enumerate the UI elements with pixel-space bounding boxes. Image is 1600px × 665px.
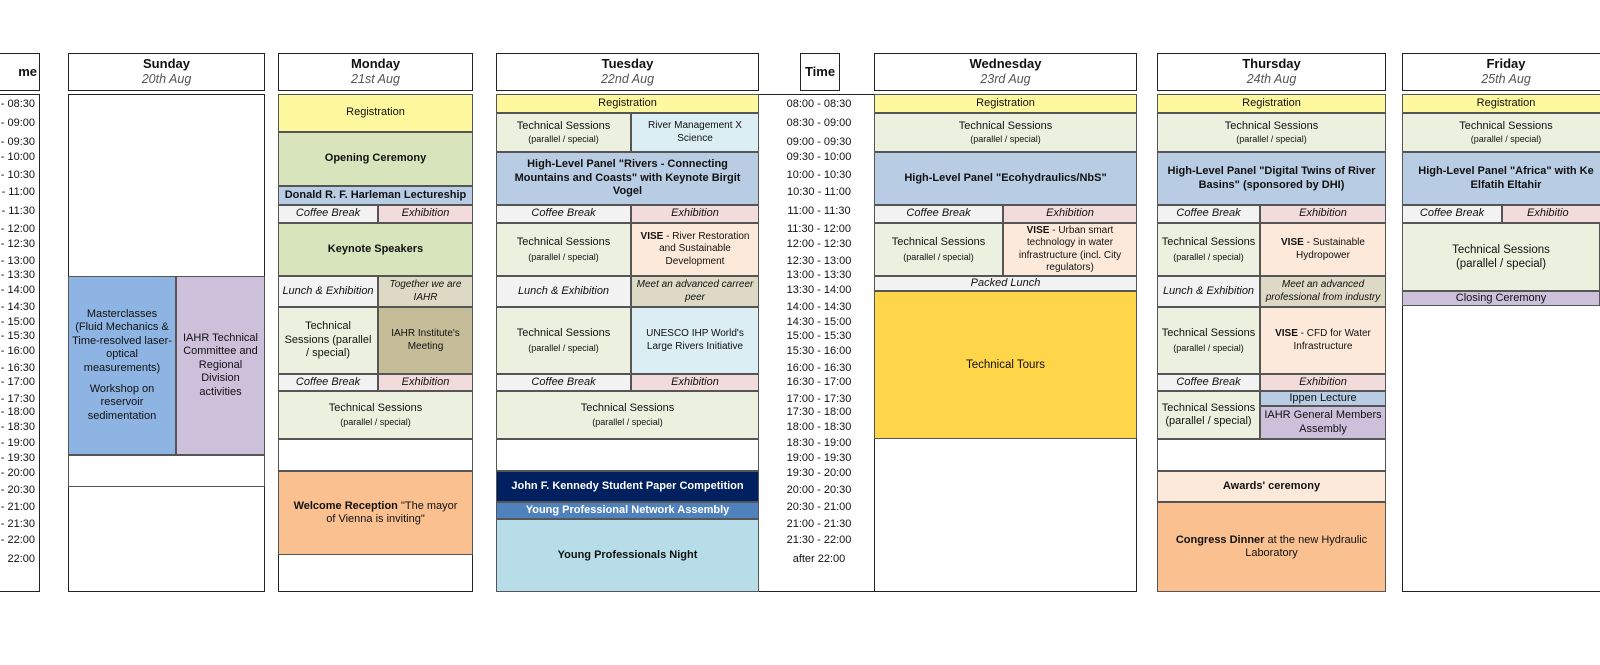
- left-time-header: [0, 53, 40, 91]
- wednesday-packed-lunch[interactable]: Packed Lunch: [874, 276, 1137, 291]
- friday-registration[interactable]: Registration: [1402, 94, 1600, 113]
- left-time-slot: - 16:00: [0, 345, 35, 357]
- time-slot: 15:30 - 16:00: [786, 345, 852, 357]
- left-time-header-label: me: [18, 64, 37, 79]
- thursday-day-name: Thursday: [1242, 56, 1301, 71]
- wednesday-registration[interactable]: Registration: [874, 94, 1137, 113]
- tuesday-day-name: Tuesday: [601, 56, 654, 71]
- tuesday-ts4-main: Technical Sessions: [580, 401, 675, 414]
- sunday-masterclasses: Masterclasses (Fluid Mechanics & Time-resolved laser-optical measurements): [72, 307, 172, 374]
- time-slot: 10:30 - 11:00: [786, 186, 851, 198]
- friday-day-name: Friday: [1486, 56, 1526, 71]
- left-time-slot: - 15:00: [0, 316, 35, 328]
- tuesday-ts1-sub: (parallel / special): [528, 134, 599, 145]
- tuesday-vise-rest: - River Restoration and Sustainable Development: [659, 231, 750, 267]
- thursday-vise-rest: - Sustainable Hydropower: [1296, 237, 1365, 261]
- wednesday-high-level-panel[interactable]: High-Level Panel "Ecohydraulics/NbS": [874, 152, 1137, 205]
- friday-exhibition[interactable]: Exhibitio: [1502, 205, 1600, 223]
- left-time-slot: - 19:30: [0, 452, 35, 464]
- sunday-evening-slot: [68, 455, 265, 487]
- time-slot: 14:00 - 14:30: [786, 301, 852, 313]
- thursday-ippen-lecture[interactable]: Ippen Lecture: [1260, 391, 1386, 406]
- thursday-vise-cfd[interactable]: [1260, 307, 1386, 374]
- thursday-ts3-sub: (parallel / special): [1173, 342, 1244, 353]
- left-time-slot: - 17:30: [0, 393, 35, 405]
- tuesday-ts4-sub: (parallel / special): [592, 417, 663, 428]
- tuesday-unesco[interactable]: UNESCO IHP World's Large Rivers Initiative: [631, 307, 759, 374]
- wednesday-technical-sessions-2[interactable]: [874, 223, 1003, 276]
- thursday-technical-sessions-1[interactable]: [1157, 113, 1386, 152]
- left-time-slot: - 11:30: [1, 205, 35, 217]
- monday-coffee-break-1[interactable]: Coffee Break: [278, 205, 378, 223]
- wednesday-header: [874, 53, 1137, 91]
- wednesday-vise-urban-smart[interactable]: [1003, 223, 1137, 276]
- tuesday-free-slot: [496, 439, 759, 471]
- left-time-slot: - 09:30: [0, 136, 35, 148]
- tuesday-registration[interactable]: Registration: [496, 94, 759, 113]
- time-slot: 12:30 - 13:00: [786, 255, 852, 267]
- thursday-professional-industry[interactable]: Meet an advanced professional from industry: [1260, 276, 1386, 307]
- thursday-exhibition-1[interactable]: Exhibition: [1260, 205, 1386, 223]
- time-slot: 17:00 - 17:30: [786, 393, 852, 405]
- thursday-ts3-main: Technical Sessions: [1161, 327, 1256, 340]
- friday-date: 25th Aug: [1481, 72, 1531, 86]
- left-time-slot: - 10:30: [0, 169, 35, 181]
- monday-registration[interactable]: Registration: [278, 94, 473, 132]
- tuesday-technical-sessions-2[interactable]: [496, 223, 631, 276]
- friday-ts1-main: Technical Sessions: [1459, 119, 1553, 132]
- wednesday-vise-bold: VISE: [1026, 225, 1050, 237]
- tuesday-ts1-main: Technical Sessions: [516, 119, 611, 132]
- time-slot: 13:00 - 13:30: [786, 269, 852, 281]
- monday-free-slot: [278, 439, 473, 471]
- thursday-ts2-main: Technical Sessions: [1161, 236, 1256, 249]
- left-time-slot: - 20:00: [0, 467, 35, 479]
- wednesday-date: 23rd Aug: [980, 72, 1031, 86]
- thursday-ts2-sub: (parallel / special): [1173, 251, 1244, 262]
- wednesday-day-name: Wednesday: [969, 56, 1042, 71]
- time-slot: 19:30 - 20:00: [786, 467, 852, 479]
- thursday-vise2-rest: - CFD for Water Infrastructure: [1293, 328, 1371, 352]
- monday-ts2-sub: (parallel / special): [340, 417, 411, 428]
- tuesday-technical-sessions-1[interactable]: [496, 113, 631, 152]
- wednesday-technical-tours[interactable]: Technical Tours: [874, 291, 1137, 439]
- monday-coffee-break-2[interactable]: Coffee Break: [278, 374, 378, 391]
- left-time-slot: 22:00: [7, 553, 35, 565]
- monday-welcome-reception[interactable]: [278, 471, 473, 555]
- monday-lunch-exhibition[interactable]: Lunch & Exhibition: [278, 276, 378, 307]
- left-time-slot: - 08:30: [0, 98, 35, 110]
- thursday-high-level-panel[interactable]: High-Level Panel "Digital Twins of River Basins" (sponsored by DHI): [1157, 152, 1386, 205]
- time-slot: 16:00 - 16:30: [786, 362, 852, 374]
- friday-closing-ceremony[interactable]: Closing Ceremony: [1402, 291, 1600, 306]
- thursday-dinner-rest: at the new Hydraulic Laboratory: [1245, 533, 1368, 559]
- thursday-date: 24th Aug: [1246, 72, 1297, 86]
- monday-ts2-main: Technical Sessions: [328, 401, 423, 414]
- friday-header: [1402, 53, 1600, 91]
- left-time-slot: - 17:00: [0, 376, 35, 388]
- tuesday-yp-night[interactable]: Young Professionals Night: [496, 519, 759, 592]
- left-time-slot: - 09:00: [0, 117, 35, 129]
- thursday-vise-hydropower[interactable]: [1260, 223, 1386, 276]
- monday-date: 21st Aug: [351, 72, 400, 86]
- friday-coffee-break[interactable]: Coffee Break: [1402, 205, 1502, 223]
- tuesday-exhibition-2[interactable]: Exhibition: [631, 374, 759, 391]
- monday-day-name: Monday: [350, 56, 401, 71]
- time-header-label: Time: [804, 64, 836, 79]
- thursday-congress-dinner[interactable]: [1157, 502, 1386, 592]
- monday-institutes-meeting[interactable]: IAHR Institute's Meeting: [378, 307, 473, 374]
- time-slot: after 22:00: [792, 553, 846, 565]
- tuesday-vise-bold: VISE: [640, 231, 664, 243]
- left-time-slot: - 13:00: [0, 255, 35, 267]
- left-time-slot: - 22:00: [0, 534, 35, 546]
- left-time-slot: - 20:30: [0, 484, 35, 496]
- sunday-day-name: Sunday: [143, 56, 190, 71]
- tuesday-exhibition-1[interactable]: Exhibition: [631, 205, 759, 223]
- wednesday-technical-sessions-1[interactable]: [874, 113, 1137, 152]
- time-slot: 11:30 - 12:00: [786, 223, 851, 235]
- monday-harleman-lectureship[interactable]: Donald R. F. Harleman Lectureship: [278, 186, 473, 205]
- thursday-exhibition-2[interactable]: Exhibition: [1260, 374, 1386, 391]
- wednesday-coffee-break[interactable]: Coffee Break: [874, 205, 1003, 223]
- tuesday-jfk-competition[interactable]: John F. Kennedy Student Paper Competition: [496, 471, 759, 502]
- tuesday-header: [496, 53, 759, 91]
- tuesday-ypn-assembly[interactable]: Young Professional Network Assembly: [496, 502, 759, 519]
- friday-high-level-panel[interactable]: High-Level Panel "Africa" with Ke Elfatih Eltahir: [1402, 152, 1600, 205]
- tuesday-high-level-panel[interactable]: High-Level Panel "Rivers - Connecting Mountains and Coasts" with Keynote Birgit Vogel: [496, 152, 759, 205]
- time-slot: 20:00 - 20:30: [786, 484, 852, 496]
- wednesday-ts2-main: Technical Sessions: [891, 236, 986, 249]
- monday-together-iahr[interactable]: Together we are IAHR: [378, 276, 473, 307]
- left-time-slot: - 12:00: [0, 223, 35, 235]
- left-time-slot: - 10:00: [0, 151, 35, 163]
- tuesday-ts2-main: Technical Sessions: [516, 236, 611, 249]
- thursday-ts1-main: Technical Sessions: [1224, 119, 1319, 132]
- thursday-vise-bold: VISE: [1281, 237, 1304, 249]
- time-header: [800, 53, 840, 91]
- time-slot: 21:00 - 21:30: [786, 518, 852, 530]
- time-slot: 08:30 - 09:00: [786, 117, 852, 129]
- time-slot: 13:30 - 14:00: [786, 284, 852, 296]
- friday-technical-sessions-2[interactable]: Technical Sessions (parallel / special): [1402, 223, 1600, 291]
- left-time-slot: - 21:00: [0, 501, 35, 513]
- thursday-coffee-break-2[interactable]: Coffee Break: [1157, 374, 1260, 391]
- thursday-lunch-exhibition[interactable]: Lunch & Exhibition: [1157, 276, 1260, 307]
- time-slot: 20:30 - 21:00: [786, 501, 852, 513]
- left-time-slot: - 14:00: [0, 284, 35, 296]
- tuesday-career-peer[interactable]: Meet an advanced carreer peer: [631, 276, 759, 307]
- thursday-free-slot: [1157, 439, 1386, 471]
- left-time-slot: - 21:30: [0, 518, 35, 530]
- thursday-technical-sessions-2[interactable]: [1157, 223, 1260, 276]
- monday-welcome-bold: Welcome Reception: [293, 499, 398, 512]
- sunday-masterclasses-cell[interactable]: [68, 276, 176, 455]
- left-time-slot: - 14:30: [0, 301, 35, 313]
- thursday-vise2-bold: VISE: [1275, 328, 1298, 340]
- monday-header: [278, 53, 473, 91]
- thursday-general-assembly[interactable]: IAHR General Members Assembly: [1260, 406, 1386, 439]
- time-slot: 09:00 - 09:30: [786, 136, 852, 148]
- thursday-awards-ceremony[interactable]: Awards' ceremony: [1157, 471, 1386, 502]
- tuesday-coffee-break-1[interactable]: Coffee Break: [496, 205, 631, 223]
- thursday-technical-sessions-3[interactable]: [1157, 307, 1260, 374]
- sunday-workshop: Workshop on reservoir sedimentation: [87, 382, 157, 422]
- wednesday-vise-rest: - Urban smart technology in water infrastructure (incl. City regulators): [1018, 225, 1122, 273]
- time-slot: 09:30 - 10:00: [786, 151, 852, 163]
- left-time-slot: - 12:30: [0, 238, 35, 250]
- tuesday-ts2-sub: (parallel / special): [528, 251, 599, 262]
- wednesday-ts1-main: Technical Sessions: [958, 119, 1053, 132]
- time-slot: 12:00 - 12:30: [786, 238, 852, 250]
- monday-exhibition-2[interactable]: Exhibition: [378, 374, 473, 391]
- left-time-slot: - 15:30: [0, 330, 35, 342]
- time-slot: 18:30 - 19:00: [786, 437, 852, 449]
- wednesday-ts1-sub: (parallel / special): [970, 134, 1041, 145]
- sunday-iahr-committee[interactable]: IAHR Technical Committee and Regional Division activities: [176, 276, 265, 455]
- tuesday-lunch-exhibition[interactable]: Lunch & Exhibition: [496, 276, 631, 307]
- monday-technical-sessions-2[interactable]: [278, 391, 473, 439]
- time-slot: 17:30 - 18:00: [786, 406, 852, 418]
- tuesday-ts3-sub: (parallel / special): [528, 342, 599, 353]
- tuesday-ts3-main: Technical Sessions: [516, 327, 611, 340]
- tuesday-technical-sessions-4[interactable]: [496, 391, 759, 439]
- left-time-slot: - 18:30: [0, 421, 35, 433]
- time-slot: 16:30 - 17:00: [786, 376, 852, 388]
- time-slot: 11:00 - 11:30: [787, 205, 851, 217]
- tuesday-technical-sessions-3[interactable]: [496, 307, 631, 374]
- left-time-slot: - 18:00: [0, 406, 35, 418]
- left-time-slot: - 13:30: [0, 269, 35, 281]
- time-slot: 18:00 - 18:30: [786, 421, 852, 433]
- monday-keynote-speakers[interactable]: Keynote Speakers: [278, 223, 473, 276]
- thursday-coffee-break-1[interactable]: Coffee Break: [1157, 205, 1260, 223]
- time-slot: 10:00 - 10:30: [786, 169, 852, 181]
- tuesday-coffee-break-2[interactable]: Coffee Break: [496, 374, 631, 391]
- sunday-date: 20th Aug: [141, 72, 192, 86]
- left-time-slot: - 19:00: [0, 437, 35, 449]
- thursday-technical-sessions-4[interactable]: Technical Sessions (parallel / special): [1157, 391, 1260, 439]
- friday-ts1-sub: (parallel / special): [1470, 134, 1542, 145]
- monday-exhibition-1[interactable]: Exhibition: [378, 205, 473, 223]
- tuesday-date: 22nd Aug: [600, 72, 655, 86]
- time-slot: 14:30 - 15:00: [786, 316, 852, 328]
- tuesday-river-management[interactable]: River Management X Science: [631, 113, 759, 152]
- thursday-registration[interactable]: Registration: [1157, 94, 1386, 113]
- tuesday-vise-river-restoration[interactable]: [631, 223, 759, 276]
- wednesday-exhibition[interactable]: Exhibition: [1003, 205, 1137, 223]
- thursday-dinner-bold: Congress Dinner: [1175, 533, 1265, 546]
- friday-technical-sessions-1[interactable]: [1402, 113, 1600, 152]
- wednesday-ts2-sub: (parallel / special): [903, 251, 974, 262]
- left-time-slot: - 11:00: [1, 186, 35, 198]
- time-slot: 19:00 - 19:30: [786, 452, 852, 464]
- time-slot: 15:00 - 15:30: [786, 330, 852, 342]
- monday-technical-sessions-1[interactable]: Technical Sessions (parallel / special): [278, 307, 378, 374]
- monday-welcome-rest: "The mayor of Vienna is inviting": [326, 499, 458, 525]
- time-slot: 21:30 - 22:00: [786, 534, 852, 546]
- time-slot: 08:00 - 08:30: [786, 98, 852, 110]
- monday-opening-ceremony[interactable]: Opening Ceremony: [278, 132, 473, 186]
- thursday-header: [1157, 53, 1386, 91]
- thursday-ts1-sub: (parallel / special): [1236, 134, 1307, 145]
- left-time-slot: - 16:30: [0, 362, 35, 374]
- sunday-header: [68, 53, 265, 91]
